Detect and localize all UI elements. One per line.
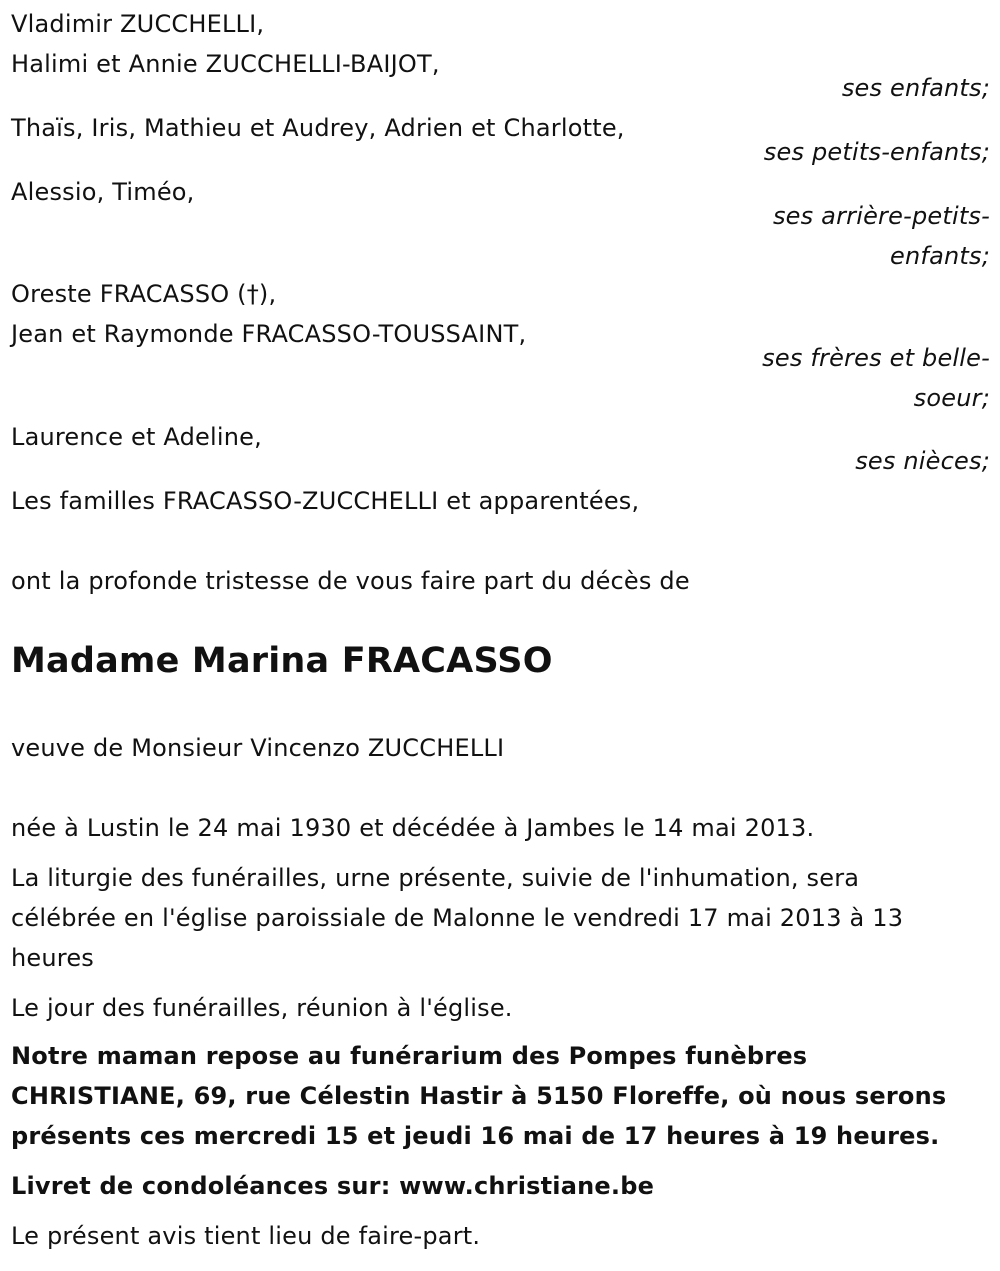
relation-great-grandchildren-line1: ses arrière-petits- xyxy=(772,202,990,230)
relation-siblings-line2: soeur; xyxy=(913,384,990,412)
relation-siblings-line1: ses frères et belle- xyxy=(762,344,990,372)
nieces-names: Laurence et Adeline, xyxy=(11,423,262,451)
relation-grandchildren: ses petits-enfants; xyxy=(763,138,990,166)
relation-children: ses enfants; xyxy=(841,74,990,102)
liturgy-info: La liturgie des funérailles, urne présente, suivie de l'inhumation, sera célébrée en l'église paroissiale de Malonne le vendredi 17 mai 2013 à 13 heures xyxy=(11,864,904,972)
sibling-name-2: Jean et Raymonde FRACASSO-TOUSSAINT, xyxy=(11,320,527,348)
birth-death-info: née à Lustin le 24 mai 1930 et décédée à Jambes le 14 mai 2013. xyxy=(11,814,815,842)
related-families: Les familles FRACASSO-ZUCCHELLI et apparentées, xyxy=(11,487,640,515)
relation-great-grandchildren-line2: enfants; xyxy=(890,242,990,270)
grandchildren-names: Thaïs, Iris, Mathieu et Audrey, Adrien et Charlotte, xyxy=(11,114,625,142)
child-name-1: Vladimir ZUCCHELLI, xyxy=(11,10,265,38)
sibling-name-1: Oreste FRACASSO (†), xyxy=(11,280,277,308)
condolences-info: Livret de condoléances sur: www.christiane.be xyxy=(11,1172,655,1200)
widow-of: veuve de Monsieur Vincenzo ZUCCHELLI xyxy=(11,734,505,762)
child-name-2: Halimi et Annie ZUCCHELLI-BAIJOT, xyxy=(11,50,440,78)
visitation-info: Notre maman repose au funérarium des Pompes funèbres CHRISTIANE, 69, rue Célestin Hastir à 5150 Floreffe, où nous serons présents ces mercredi 15 et jeudi 16 mai de 17 heures à 19 heures. xyxy=(11,1042,947,1150)
deceased-name: Madame Marina FRACASSO xyxy=(11,641,553,681)
announcement-text: ont la profonde tristesse de vous faire part du décès de xyxy=(11,567,690,595)
meeting-info: Le jour des funérailles, réunion à l'église. xyxy=(11,994,513,1022)
great-grandchildren-names: Alessio, Timéo, xyxy=(11,178,195,206)
relation-nieces: ses nièces; xyxy=(855,447,990,475)
notice-text: Le présent avis tient lieu de faire-part. xyxy=(11,1222,481,1250)
